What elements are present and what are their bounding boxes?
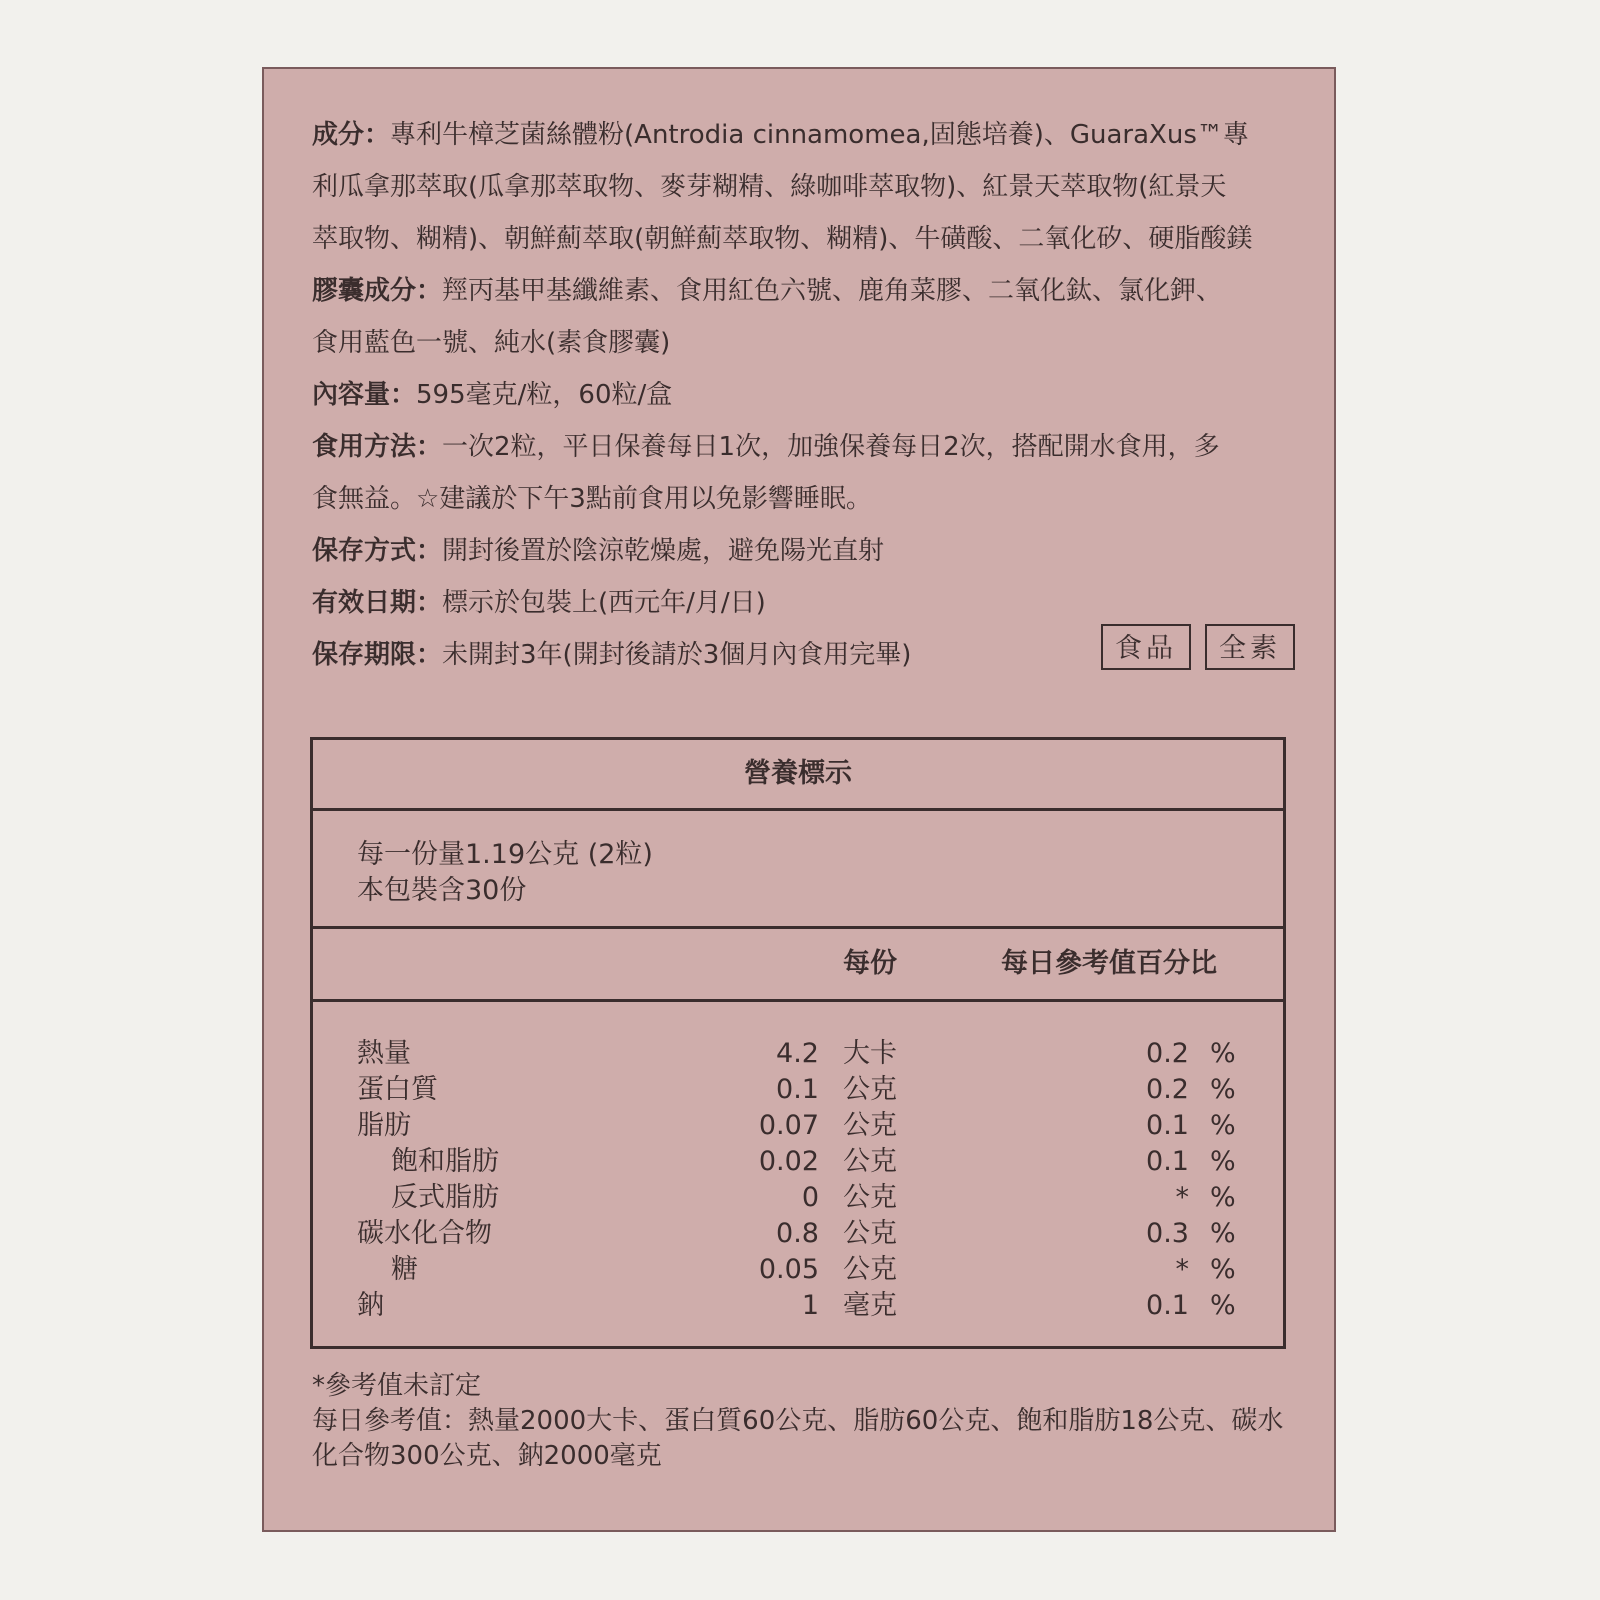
percent-sign: %	[1210, 1182, 1236, 1213]
percent-sign: %	[1210, 1074, 1236, 1105]
nutrition-table	[310, 737, 1286, 1349]
nutrient-amount: 0.05	[758, 1254, 819, 1285]
nutrient-unit: 公克	[843, 1218, 897, 1249]
footnote-daily-values: 每日參考值：熱量2000大卡、蛋白質60公克、脂肪60公克、飽和脂肪18公克、碳水	[312, 1406, 1284, 1436]
nutrition-header-row	[313, 929, 1283, 1002]
product-label-card	[262, 67, 1336, 1532]
certification-badges	[1101, 624, 1295, 670]
nutrient-name: 飽和脂肪	[391, 1146, 499, 1177]
nutrient-name: 脂肪	[357, 1110, 411, 1141]
header-per-serving: 每份	[843, 948, 897, 979]
nutrient-amount: 4.2	[776, 1038, 819, 1069]
nutrient-percent: *	[1175, 1182, 1189, 1213]
nutrient-unit: 公克	[843, 1254, 897, 1285]
nutrition-rows	[313, 1002, 1283, 1324]
percent-sign: %	[1210, 1110, 1236, 1141]
nutrient-name: 熱量	[357, 1038, 411, 1069]
nutrient-amount: 0.8	[776, 1218, 819, 1249]
food-badge: 食品	[1101, 624, 1191, 670]
nutrient-percent: 0.1	[1146, 1110, 1189, 1141]
nutrient-name: 蛋白質	[357, 1074, 438, 1105]
nutrient-row	[313, 1288, 1283, 1324]
percent-sign: %	[1210, 1290, 1236, 1321]
nutrient-row	[313, 1180, 1283, 1216]
nutrient-name: 反式脂肪	[391, 1182, 499, 1213]
nutrient-row	[313, 1144, 1283, 1180]
info-line: 膠囊成分：羥丙基甲基纖維素、食用紅色六號、鹿角菜膠、二氧化鈦、氯化鉀、	[312, 276, 1223, 306]
nutrition-title: 營養標示	[313, 740, 1283, 811]
nutrient-name: 碳水化合物	[357, 1218, 492, 1249]
header-daily-value: 每日參考值百分比	[1001, 948, 1217, 979]
percent-sign: %	[1210, 1218, 1236, 1249]
info-line: 萃取物、糊精)、朝鮮薊萃取(朝鮮薊萃取物、糊精)、牛磺酸、二氧化矽、硬脂酸鎂	[312, 224, 1253, 254]
info-line: 成分：專利牛樟芝菌絲體粉(Antrodia cinnamomea,固態培養)、GuaraXus™專	[312, 120, 1249, 150]
nutrient-amount: 0.02	[758, 1146, 819, 1177]
serving-size: 每一份量1.19公克 (2粒)	[357, 839, 653, 870]
footnote-not-defined: *參考值未訂定	[312, 1371, 482, 1401]
nutrient-percent: 0.1	[1146, 1290, 1189, 1321]
nutrient-amount: 0.1	[776, 1074, 819, 1105]
nutrient-unit: 公克	[843, 1146, 897, 1177]
nutrient-name: 鈉	[357, 1290, 384, 1321]
nutrient-amount: 0	[801, 1182, 819, 1213]
percent-sign: %	[1210, 1254, 1236, 1285]
nutrient-row	[313, 1072, 1283, 1108]
nutrient-row	[313, 1036, 1283, 1072]
footnote-daily-values-cont: 化合物300公克、鈉2000毫克	[312, 1441, 662, 1471]
vegan-badge: 全素	[1205, 624, 1295, 670]
nutrient-percent: 0.2	[1146, 1038, 1189, 1069]
nutrient-unit: 公克	[843, 1110, 897, 1141]
info-line: 內容量：595毫克/粒，60粒/盒	[312, 380, 673, 410]
nutrient-row	[313, 1216, 1283, 1252]
info-line: 食用方法：一次2粒，平日保養每日1次，加強保養每日2次，搭配開水食用，多	[312, 432, 1220, 462]
nutrient-percent: 0.1	[1146, 1146, 1189, 1177]
percent-sign: %	[1210, 1146, 1236, 1177]
footnotes	[312, 1369, 1292, 1474]
serving-info	[313, 811, 1283, 929]
servings-per-pack: 本包裝含30份	[357, 875, 527, 906]
info-line: 食無益。☆建議於下午3點前食用以免影響睡眠。	[312, 484, 872, 514]
nutrient-unit: 毫克	[843, 1290, 897, 1321]
info-line: 食用藍色一號、純水(素食膠囊)	[312, 328, 671, 358]
nutrient-name: 糖	[391, 1254, 418, 1285]
nutrient-unit: 公克	[843, 1074, 897, 1105]
nutrient-row	[313, 1252, 1283, 1288]
nutrient-percent: 0.3	[1146, 1218, 1189, 1249]
nutrient-amount: 1	[801, 1290, 819, 1321]
nutrient-unit: 大卡	[843, 1038, 897, 1069]
nutrient-percent: 0.2	[1146, 1074, 1189, 1105]
info-line: 保存期限：未開封3年(開封後請於3個月內食用完畢)	[312, 640, 912, 670]
nutrient-percent: *	[1175, 1254, 1189, 1285]
nutrient-unit: 公克	[843, 1182, 897, 1213]
nutrient-row	[313, 1108, 1283, 1144]
info-line: 有效日期：標示於包裝上(西元年/月/日)	[312, 588, 766, 618]
percent-sign: %	[1210, 1038, 1236, 1069]
nutrient-amount: 0.07	[758, 1110, 819, 1141]
info-line: 保存方式：開封後置於陰涼乾燥處，避免陽光直射	[312, 536, 885, 566]
info-line: 利瓜拿那萃取(瓜拿那萃取物、麥芽糊精、綠咖啡萃取物)、紅景天萃取物(紅景天	[312, 172, 1227, 202]
product-info-section	[312, 109, 1292, 681]
